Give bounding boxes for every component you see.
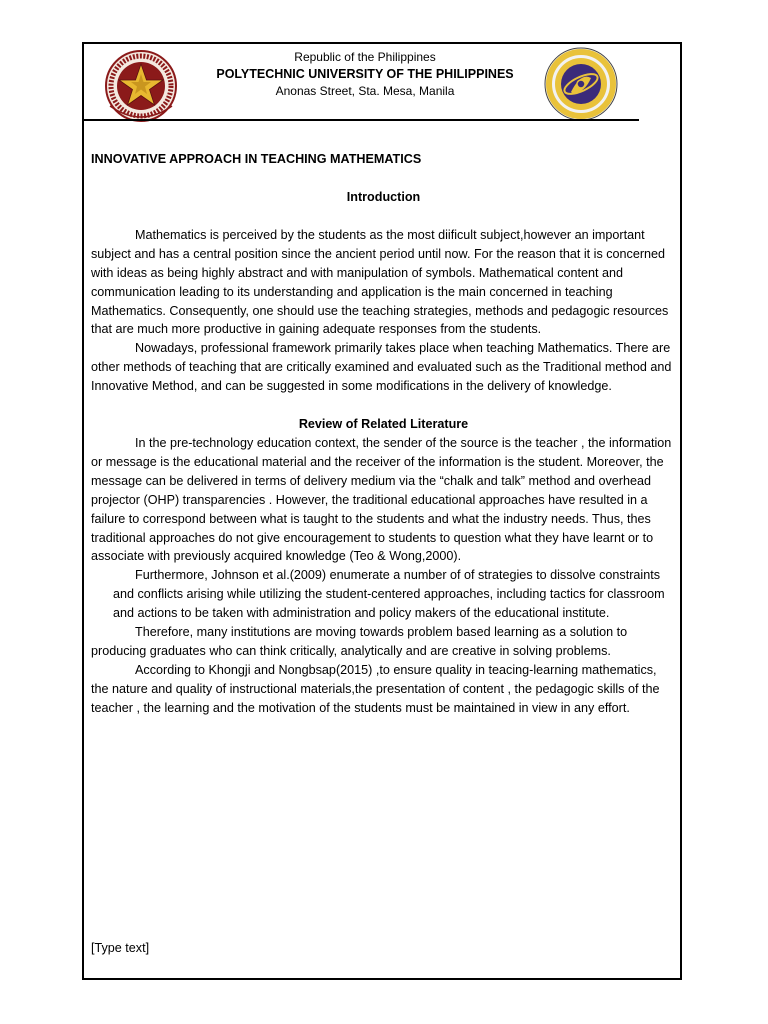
graduate-school-seal-logo <box>543 46 619 122</box>
review-heading: Review of Related Literature <box>298 417 469 432</box>
review-paragraph: Furthermore, Johnson et al.(2009) enumerate a number of of strategies to dissolve constraints and conflicts arising while utilizing the student-centered approaches, including tactics for classroom and actions to be taken with administration and policy makers of the educational institute. <box>113 568 665 621</box>
footer-placeholder[interactable]: [Type text] <box>91 941 150 955</box>
header-divider <box>84 119 639 121</box>
header-address: Anonas Street, Sta. Mesa, Manila <box>275 84 455 98</box>
document-title: INNOVATIVE APPROACH IN TEACHING MATHEMATICS <box>91 152 422 166</box>
review-paragraph: Therefore, many institutions are moving towards problem based learning as a solution to producing graduates who can think critically, analytically and are creative in solving problems. <box>91 625 628 658</box>
review-paragraph: According to Khongji and Nongbsap(2015) ,to ensure quality in teacing-learning mathematics, the nature and quality of instructional materials,the presentation of content , the pedagogic skills of the teacher , the learning and the motivation of the students must be maintained in view in any effort. <box>91 662 660 715</box>
university-seal-logo <box>96 48 186 124</box>
review-paragraph: In the pre-technology education context, the sender of the source is the teacher , the information or message is the educational material and the receiver of the information is the student. Moreover, the message can be delivered in terms of delivery medium via the “chalk and talk” method and overhead projector (OHP) transparencies . However, the traditional educational approaches have resulted in a failure to correspond between what is taught to the students and what the industry needs. Thus, thes traditional approaches do not give encouragement to students to question what they have learnt or to associate with previously acquired knowledge (Teo & Wong,2000). <box>91 435 672 564</box>
header-university-name: POLYTECHNIC UNIVERSITY OF THE PHILIPPINES <box>216 67 514 81</box>
intro-paragraph: Mathematics is perceived by the students as the most diificult subject,however an important subject and has a central position since the ancient period until now. For the reason that it is concerned with ideas as being highly abstract and with manipulation of symbols. Mathematical content and communication leading to its understanding and application is the main concerned in teaching Mathematics. Consequently, one should use the teaching strategies, methods and pedagogic resources that are much more productive in gaining adequate responses from the students. <box>91 227 669 337</box>
header-country-line: Republic of the Philippines <box>294 50 436 64</box>
intro-paragraph: Nowadays, professional framework primarily takes place when teaching Mathematics. There are other methods of teaching that are critically examined and evaluated such as the Traditional method and Innovative Method, and can be suggested in some modifications in the delivery of knowledge. <box>91 341 672 394</box>
document-body <box>91 150 676 718</box>
introduction-heading: Introduction <box>346 190 421 204</box>
